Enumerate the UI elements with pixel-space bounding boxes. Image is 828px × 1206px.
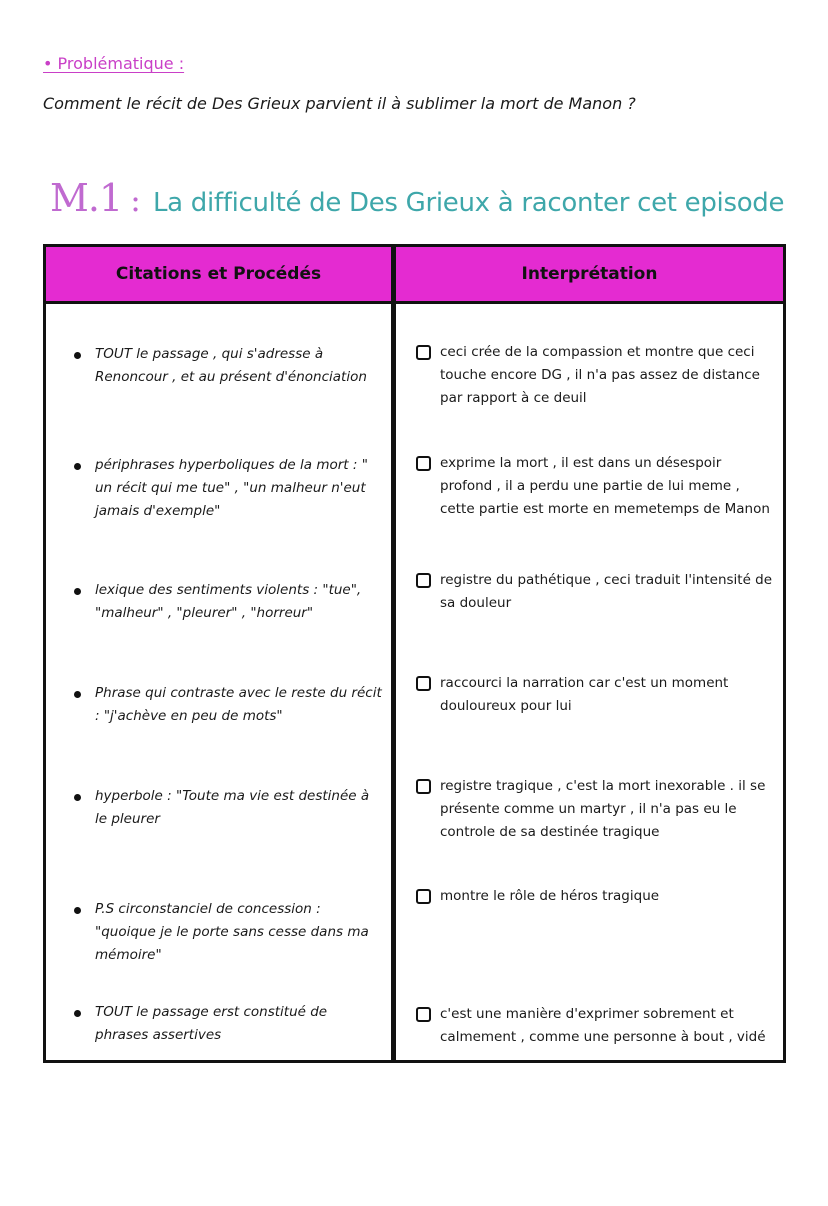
citation-text: périphrases hyperboliques de la mort : " un récit qui me tue" , "un malheur n'eut jamais d'exemple" [95, 457, 368, 519]
section-number: M.1 [50, 176, 123, 220]
citation-text: P.S circonstanciel de concession : "quoique je le porte sans cesse dans ma mémoire" [95, 901, 369, 963]
bullet-icon [74, 1010, 81, 1017]
interpretation-text: registre tragique , c'est la mort inexorable . il se présente comme un martyr , il n'a pas eu le controle de sa destinée tragique [440, 778, 766, 840]
interpretation-item [416, 775, 776, 844]
checkbox-icon[interactable] [416, 456, 431, 471]
header-divider [46, 301, 783, 304]
citation-item [74, 343, 384, 389]
citation-text: Phrase qui contraste avec le reste du récit : "j'achève en peu de mots" [95, 685, 382, 724]
section-title: La difficulté de Des Grieux à raconter cet episode [152, 188, 785, 218]
problematique-question: Comment le récit de Des Grieux parvient il à sublimer la mort de Manon ? [43, 94, 636, 113]
interpretation-text: montre le rôle de héros tragique [440, 888, 660, 904]
citation-item [74, 682, 384, 728]
analysis-table [43, 244, 786, 1063]
checkbox-icon[interactable] [416, 345, 431, 360]
interpretation-text: c'est une manière d'exprimer sobrement et calmement , comme une personne à bout , vidé [440, 1006, 766, 1045]
interpretation-item [416, 569, 776, 615]
citation-item [74, 454, 384, 523]
checkbox-icon[interactable] [416, 889, 431, 904]
problematique-label: • Problématique : [43, 54, 185, 73]
bullet-icon [74, 691, 81, 698]
bullet-icon [74, 794, 81, 801]
header-citations: Citations et Procédés [46, 247, 391, 301]
interpretation-item [416, 672, 776, 718]
bullet-icon [74, 463, 81, 470]
citation-item [74, 579, 384, 625]
bullet-icon [74, 588, 81, 595]
citation-text: hyperbole : "Toute ma vie est destinée à le pleurer [95, 788, 370, 827]
interpretation-item [416, 1003, 776, 1049]
citation-text: TOUT le passage erst constitué de phrases assertives [95, 1004, 328, 1043]
citation-item [74, 898, 384, 967]
column-divider [391, 247, 396, 1060]
header-interpretation: Interprétation [396, 247, 783, 301]
checkbox-icon[interactable] [416, 676, 431, 691]
interpretation-item [416, 885, 776, 908]
bullet-icon [74, 907, 81, 914]
checkbox-icon[interactable] [416, 779, 431, 794]
interpretation-text: ceci crée de la compassion et montre que ceci touche encore DG , il n'a pas assez de distance par rapport à ce deuil [440, 344, 760, 406]
citation-text: TOUT le passage , qui s'adresse à Renoncour , et au présent d'énonciation [95, 346, 367, 385]
interpretation-text: raccourci la narration car c'est un moment douloureux pour lui [440, 675, 729, 714]
citation-item [74, 785, 384, 831]
bullet-icon [74, 352, 81, 359]
interpretation-text: exprime la mort , il est dans un désespoir profond , il a perdu une partie de lui meme , cette partie est morte en memetemps de Manon [440, 455, 770, 517]
interpretation-item [416, 452, 776, 521]
checkbox-icon[interactable] [416, 573, 431, 588]
section-heading [50, 176, 784, 220]
citation-text: lexique des sentiments violents : "tue", "malheur" , "pleurer" , "horreur" [95, 582, 362, 621]
interpretation-item [416, 341, 776, 410]
citation-item [74, 1001, 384, 1047]
checkbox-icon[interactable] [416, 1007, 431, 1022]
section-colon: : [130, 181, 141, 219]
interpretation-text: registre du pathétique , ceci traduit l'intensité de sa douleur [440, 572, 773, 611]
